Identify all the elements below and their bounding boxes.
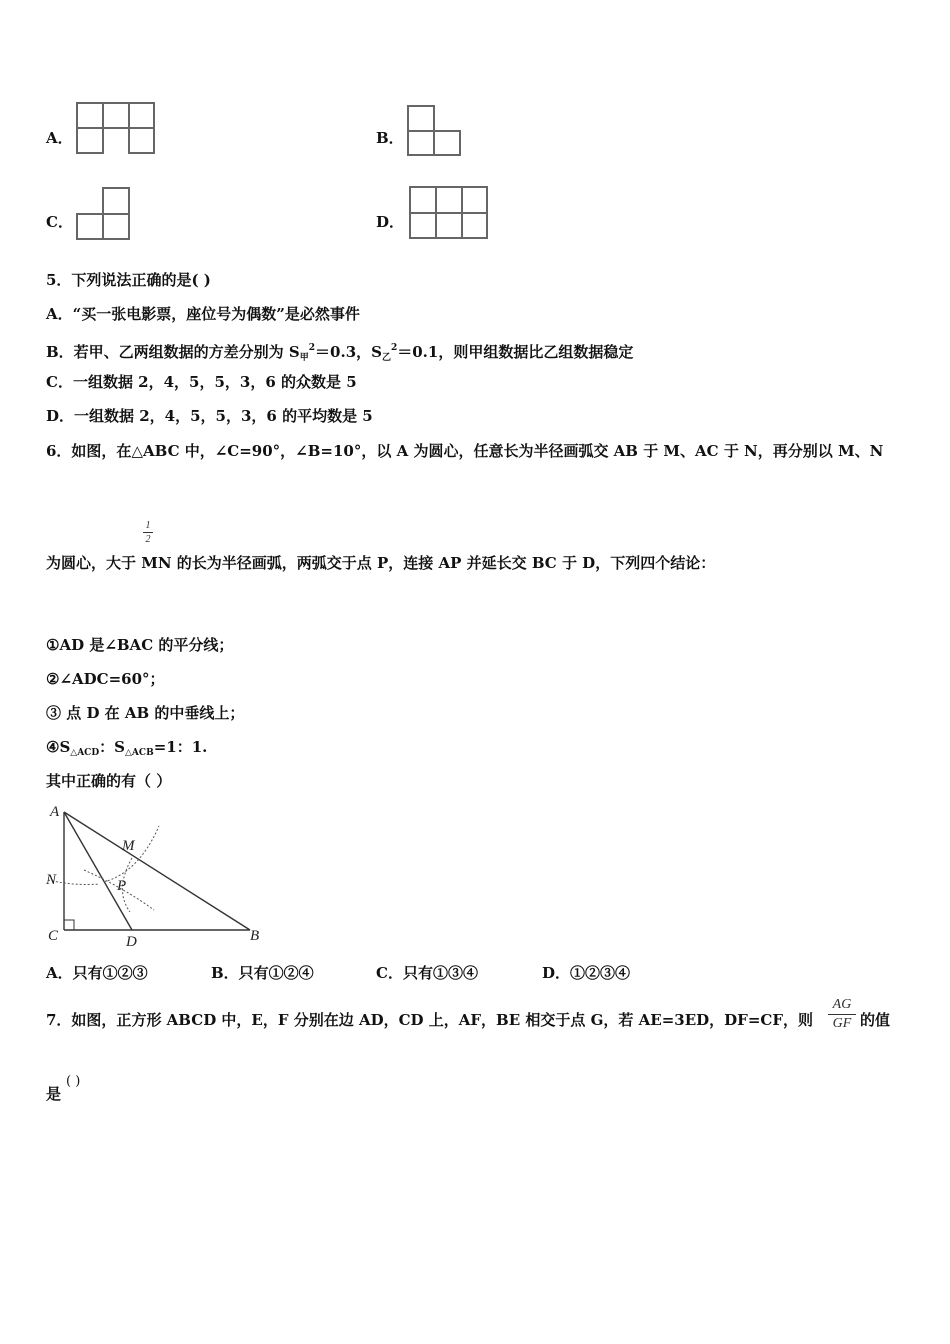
q4-option-a-label: A． (46, 129, 73, 147)
q6-c4-sub2: △ACB (125, 748, 154, 758)
q6-triangle-figure (44, 800, 266, 950)
q5-b-yi: 乙 (381, 353, 391, 363)
q4-option-c-figure (76, 187, 132, 241)
q5-b-pre: B．若甲、乙两组数据的方差分别为 S (46, 343, 300, 361)
q6-label-b: B (250, 928, 260, 944)
q5-b-sq2: 2 (390, 343, 398, 353)
q6-ask: 其中正确的有（ ） (46, 772, 172, 790)
q6-label-m: M (122, 838, 135, 854)
q6-conclusion-3: ③ 点 D 在 AB 的中垂线上； (46, 704, 245, 722)
q5-b-jia: 甲 (299, 353, 309, 363)
q6-frac-den: 2 (145, 534, 151, 545)
q7-frac-num: AG (832, 997, 852, 1012)
q6-c4-post: =1：1. (153, 738, 208, 756)
q7-stem-tail: 的值 (860, 1011, 891, 1029)
q6-conclusion-1: ①AD 是∠BAC 的平分线； (46, 636, 234, 654)
q7-fraction-ag-gf (828, 997, 856, 1032)
q5-b-mid: ＝0.3，S (315, 343, 382, 361)
q7-line2: 是 (46, 1085, 62, 1103)
q6-fraction-half (143, 520, 153, 545)
q5-option-b (46, 338, 633, 368)
q5-option-a: A．“买一张电影票，座位号为偶数”是必然事件 (46, 305, 360, 323)
q5-b-post: ＝0.1，则甲组数据比乙组数据稳定 (397, 343, 634, 361)
q5-option-c: C．一组数据 2，4，5，5，3，6 的众数是 5 (46, 373, 357, 391)
q4-option-b-figure (406, 105, 462, 157)
q6-conclusion-2: ②∠ADC=60°； (46, 670, 165, 688)
q6-stem-line1: 6．如图，在△ABC 中，∠C=90°，∠B=10°，以 A 为圆心，任意长为半径画弧交 AB 于 M、AC 于 N，再分别以 M、N (46, 442, 884, 460)
q6-option-b: B．只有①②④ (211, 964, 314, 982)
q6-label-n: N (46, 872, 57, 888)
q5-stem: 5．下列说法正确的是( ) (46, 271, 211, 289)
q7-answer-paren: ( ) (66, 1074, 81, 1089)
q6-option-a: A．只有①②③ (46, 964, 148, 982)
q6-option-c: C．只有①③④ (376, 964, 478, 982)
q7-frac-den: GF (832, 1016, 852, 1031)
q6-stem-line2: 为圆心，大于 MN 的长为半径画弧，两弧交于点 P，连接 AP 并延长交 BC 于 D，下列四个结论： (46, 554, 716, 572)
q6-right-angle-mark (64, 920, 74, 930)
q6-label-c: C (48, 928, 59, 944)
q7-stem: 7．如图，正方形 ABCD 中，E，F 分别在边 AD，CD 上，AF，BE 相交于点 G，若 AE=3ED，DF=CF，则 (46, 1011, 813, 1029)
q6-frac-num: 1 (145, 520, 151, 531)
q4-option-b-label: B． (376, 129, 404, 147)
q4-option-c-label: C． (46, 213, 73, 231)
q5-option-d: D．一组数据 2，4，5，5，3，6 的平均数是 5 (46, 407, 373, 425)
q5-b-sq1: 2 (308, 343, 316, 353)
q6-conclusion-4 (46, 737, 207, 763)
q6-label-p: P (117, 878, 127, 894)
q6-label-d: D (126, 934, 137, 950)
q6-label-a: A (50, 804, 60, 820)
q4-option-a-figure (76, 102, 156, 156)
q6-segment-ad (64, 812, 132, 930)
q4-option-d-label: D． (376, 213, 405, 231)
q6-c4-mid: ：S (99, 738, 125, 756)
q6-c4-pre: ④S (46, 738, 71, 756)
q4-option-d-figure (408, 185, 490, 241)
q6-c4-sub1: △ACD (70, 748, 100, 758)
q6-option-d: D．①②③④ (542, 964, 631, 982)
